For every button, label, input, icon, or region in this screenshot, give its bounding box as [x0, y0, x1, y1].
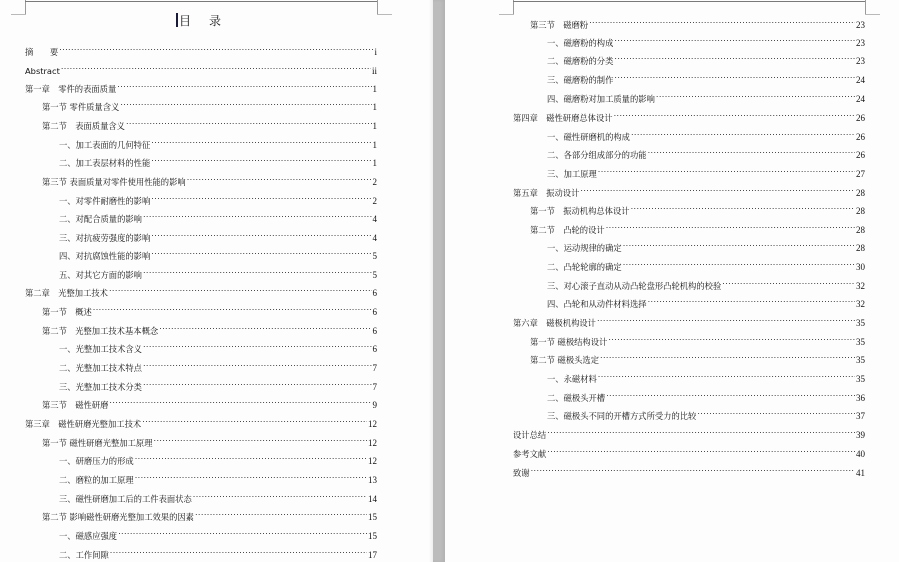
toc-entry-label: 三、磁性研磨加工后的工件表面状态 — [59, 494, 192, 504]
toc-entry[interactable] — [530, 331, 865, 345]
toc-entry-page-number: 6 — [372, 307, 377, 317]
dot-leader — [623, 256, 855, 270]
document-page-left[interactable] — [0, 0, 433, 562]
toc-entry-page-number: 26 — [856, 150, 865, 160]
toc-entry-label: 参考文献 — [513, 449, 547, 459]
toc-entry-page-number: 27 — [856, 169, 865, 179]
toc-entry[interactable] — [530, 219, 865, 233]
toc-entry-page-number: 12 — [368, 419, 377, 429]
toc-entry-page-number: 6 — [372, 344, 377, 354]
toc-entry-label: 一、对零件耐磨性的影响 — [59, 196, 151, 206]
toc-entry-label: 一、磁感应强度 — [59, 531, 118, 541]
dot-leader — [126, 115, 372, 129]
document-page-right[interactable] — [445, 0, 899, 562]
toc-entry[interactable] — [59, 544, 377, 558]
toc-entry-page-number: 32 — [856, 299, 865, 309]
toc-entry-page-number: 26 — [856, 113, 865, 123]
toc-entry[interactable] — [59, 488, 377, 502]
toc-entry-page-number: 5 — [372, 251, 377, 261]
toc-entry-page-number: 30 — [856, 262, 865, 272]
dot-leader — [143, 357, 372, 371]
toc-entry[interactable] — [530, 349, 865, 363]
dot-leader — [143, 264, 372, 278]
toc-entry[interactable] — [59, 338, 377, 352]
toc-entry-label: 第一节 振动机构总体设计 — [530, 206, 630, 216]
toc-entry[interactable] — [25, 41, 377, 55]
toc-entry-label: 摘 要 — [25, 47, 59, 57]
dot-leader — [614, 107, 855, 121]
toc-entry[interactable] — [42, 171, 377, 185]
toc-entry[interactable] — [547, 126, 865, 140]
toc-entry-page-number: 12 — [368, 438, 377, 448]
toc-entry-label: 一、运动规律的确定 — [547, 243, 622, 253]
toc-entry[interactable] — [59, 525, 377, 539]
toc-entry[interactable] — [59, 208, 377, 222]
toc-entry[interactable] — [42, 115, 377, 129]
toc-entry-label: 二、加工表层材料的性能 — [59, 158, 151, 168]
toc-entry-page-number: 1 — [372, 84, 377, 94]
toc-entry-label: 第六章 磁极机构设计 — [513, 318, 596, 328]
toc-entry[interactable] — [547, 144, 865, 158]
dot-leader — [117, 78, 371, 92]
toc-entry-label: 三、对抗疲劳强度的影响 — [59, 233, 151, 243]
toc-entry[interactable] — [25, 60, 377, 74]
toc-entry-label: 二、磨粒的加工原理 — [59, 475, 134, 485]
toc-entry[interactable] — [547, 293, 865, 307]
toc-entry[interactable] — [42, 301, 377, 315]
toc-entry-page-number: 35 — [856, 318, 865, 328]
dot-leader — [151, 134, 371, 148]
corner-mark — [499, 14, 514, 15]
toc-entry[interactable] — [42, 320, 377, 334]
dot-leader — [623, 237, 855, 251]
toc-entry-page-number: 23 — [856, 20, 865, 30]
dot-leader — [589, 14, 855, 28]
toc-entry-label: 第一节 零件质量含义 — [42, 102, 120, 112]
dot-leader — [193, 488, 367, 502]
toc-entry[interactable] — [59, 469, 377, 483]
text-cursor — [176, 13, 178, 27]
toc-entry[interactable] — [513, 443, 865, 457]
toc-entry[interactable] — [547, 50, 865, 64]
dot-leader — [151, 227, 371, 241]
toc-entry-page-number: 23 — [856, 38, 865, 48]
toc-entry[interactable] — [547, 256, 865, 270]
dot-leader — [614, 69, 855, 83]
dot-leader — [656, 88, 855, 102]
toc-entry-label: 三、磁磨粉的制作 — [547, 75, 614, 85]
dot-leader — [614, 50, 855, 64]
toc-entry[interactable] — [42, 432, 377, 446]
toc-entry-page-number: 26 — [856, 132, 865, 142]
toc-entry-label: 第二节 影响磁性研磨光整加工效果的因素 — [42, 512, 194, 522]
toc-entry-label: 第二节 表面质量含义 — [42, 121, 125, 131]
dot-leader — [195, 506, 367, 520]
toc-entry[interactable] — [530, 14, 865, 28]
toc-entry-label: 三、磁极头不同的开槽方式所受力的比较 — [547, 411, 697, 421]
toc-entry-label: 一、光整加工技术含义 — [59, 344, 142, 354]
toc-entry-label: 一、永磁材料 — [547, 374, 597, 384]
toc-entry-label: 第三节 磁性研磨 — [42, 400, 109, 410]
toc-entry-label: 四、磁磨粉对加工质量的影响 — [547, 94, 655, 104]
dot-leader — [151, 190, 371, 204]
toc-entry[interactable] — [513, 462, 865, 476]
toc-entry-page-number: 7 — [372, 382, 377, 392]
dot-leader — [154, 432, 368, 446]
toc-entry-label: 第三节 磁磨粉 — [530, 20, 589, 30]
dot-leader — [110, 544, 367, 558]
toc-entry-page-number: 1 — [372, 140, 377, 150]
toc-entry-label: 第二章 光整加工技术 — [25, 288, 108, 298]
dot-leader — [547, 424, 855, 438]
toc-entry[interactable] — [547, 368, 865, 382]
header-boundary — [513, 1, 865, 2]
dot-leader — [598, 163, 855, 177]
toc-entry-label: 二、磁磨粉的分类 — [547, 56, 614, 66]
toc-entry[interactable] — [59, 152, 377, 166]
toc-entry[interactable] — [59, 376, 377, 390]
toc-title: 目 录 — [176, 12, 221, 29]
dot-leader — [93, 301, 372, 315]
toc-entry[interactable] — [42, 96, 377, 110]
toc-entry-label: 三、加工原理 — [547, 169, 597, 179]
toc-entry-label: 第一节 概述 — [42, 307, 92, 317]
toc-entry-page-number: 28 — [856, 243, 865, 253]
toc-entry-label: 二、各部分组成部分的功能 — [547, 150, 647, 160]
toc-entry-label: 第四章 磁性研磨总体设计 — [513, 113, 613, 123]
dot-leader — [143, 338, 372, 352]
toc-entry-page-number: 41 — [856, 468, 865, 478]
toc-entry-page-number: 28 — [856, 206, 865, 216]
toc-entry-label: 五、对其它方面的影响 — [59, 270, 142, 280]
toc-entry-page-number: 14 — [368, 494, 377, 504]
dot-leader — [151, 152, 371, 166]
toc-entry[interactable] — [513, 182, 865, 196]
toc-entry-page-number: 13 — [368, 475, 377, 485]
corner-mark — [513, 0, 514, 15]
dot-leader — [606, 219, 855, 233]
toc-entry-label: 二、光整加工技术特点 — [59, 363, 142, 373]
dot-leader — [631, 200, 855, 214]
toc-entry[interactable] — [547, 387, 865, 401]
header-boundary — [25, 1, 377, 2]
corner-mark — [377, 0, 378, 15]
toc-entry-page-number: 6 — [372, 326, 377, 336]
toc-entry-label: 设计总结 — [513, 430, 547, 440]
toc-entry-page-number: 7 — [372, 363, 377, 373]
dot-leader — [109, 282, 372, 296]
dot-leader — [187, 171, 372, 185]
toc-entry-page-number: 2 — [372, 196, 377, 206]
corner-mark — [865, 14, 880, 15]
toc-entry[interactable] — [513, 107, 865, 121]
toc-entry[interactable] — [547, 69, 865, 83]
toc-entry[interactable] — [59, 245, 377, 259]
toc-entry-label: 二、磁极头开槽 — [547, 393, 606, 403]
dot-leader — [597, 312, 855, 326]
dot-leader — [143, 208, 372, 222]
dot-leader — [109, 394, 371, 408]
toc-entry-page-number: 6 — [372, 288, 377, 298]
toc-entry-label: 四、对抗腐蚀性能的影响 — [59, 251, 151, 261]
toc-entry[interactable] — [547, 32, 865, 46]
corner-mark — [25, 0, 26, 15]
dot-leader — [61, 60, 371, 74]
dot-leader — [120, 96, 371, 110]
toc-entry-label: 三、光整加工技术分类 — [59, 382, 142, 392]
toc-entry[interactable] — [513, 424, 865, 438]
toc-entry[interactable] — [59, 357, 377, 371]
toc-entry-page-number: 1 — [372, 121, 377, 131]
toc-entry-label: 四、凸轮和从动件材料选择 — [547, 299, 647, 309]
toc-entry-page-number: 28 — [856, 225, 865, 235]
toc-entry-page-number: 4 — [372, 233, 377, 243]
dot-leader — [143, 376, 372, 390]
toc-entry[interactable] — [59, 227, 377, 241]
toc-entry[interactable] — [25, 78, 377, 92]
toc-entry[interactable] — [530, 200, 865, 214]
toc-entry-page-number: 15 — [368, 531, 377, 541]
page-divider — [433, 0, 445, 562]
toc-entry[interactable] — [59, 134, 377, 148]
corner-mark — [377, 14, 392, 15]
toc-entry[interactable] — [42, 394, 377, 408]
toc-entry-label: 一、磁性研磨机的构成 — [547, 132, 630, 142]
toc-entry-page-number: 12 — [368, 456, 377, 466]
dot-leader — [614, 32, 855, 46]
toc-entry-label: 第三章 磁性研磨光整加工技术 — [25, 419, 142, 429]
dot-leader — [135, 469, 367, 483]
toc-entry-page-number: 5 — [372, 270, 377, 280]
toc-entry-page-number: 32 — [856, 281, 865, 291]
toc-entry-page-number: 35 — [856, 337, 865, 347]
toc-entry-page-number: 1 — [372, 102, 377, 112]
toc-entry-page-number: i — [374, 47, 377, 57]
toc-entry-label: 第五章 振动设计 — [513, 188, 580, 198]
dot-leader — [142, 413, 367, 427]
toc-entry[interactable] — [42, 506, 377, 520]
toc-entry-page-number: 35 — [856, 374, 865, 384]
toc-entry-label: Abstract — [25, 66, 60, 76]
toc-entry-page-number: ii — [371, 66, 377, 76]
toc-entry-page-number: 40 — [856, 449, 865, 459]
toc-entry-label: 一、研磨压力的形成 — [59, 456, 134, 466]
toc-entry[interactable] — [547, 405, 865, 419]
corner-mark — [11, 14, 26, 15]
toc-entry-label: 二、对配合质量的影响 — [59, 214, 142, 224]
toc-entry-page-number: 23 — [856, 56, 865, 66]
corner-mark — [865, 0, 866, 15]
toc-entry-label: 二、工作间隙 — [59, 550, 109, 560]
dot-leader — [648, 293, 855, 307]
toc-entry-page-number: 2 — [372, 177, 377, 187]
toc-entry-page-number: 36 — [856, 393, 865, 403]
dot-leader — [135, 450, 367, 464]
toc-entry-label: 一、磁磨粉的构成 — [547, 38, 614, 48]
toc-entry-label: 致谢 — [513, 468, 530, 478]
dot-leader — [151, 245, 371, 259]
toc-entry-page-number: 39 — [856, 430, 865, 440]
dot-leader — [631, 126, 855, 140]
dot-leader — [648, 144, 855, 158]
toc-entry-label: 第二节 光整加工技术基本概念 — [42, 326, 159, 336]
toc-entry[interactable] — [25, 282, 377, 296]
toc-entry-label: 一、加工表面的几何特征 — [59, 140, 151, 150]
toc-entry-page-number: 17 — [368, 550, 377, 560]
toc-entry-page-number: 15 — [368, 512, 377, 522]
dot-leader — [598, 368, 855, 382]
toc-entry-page-number: 28 — [856, 188, 865, 198]
toc-entry-label: 第三节 表面质量对零件使用性能的影响 — [42, 177, 186, 187]
toc-entry-page-number: 35 — [856, 355, 865, 365]
toc-entry-page-number: 9 — [372, 400, 377, 410]
toc-entry-page-number: 1 — [372, 158, 377, 168]
dot-leader — [118, 525, 367, 539]
toc-entry[interactable] — [59, 264, 377, 278]
toc-entry[interactable] — [513, 312, 865, 326]
dot-leader — [159, 320, 371, 334]
dot-leader — [600, 349, 855, 363]
toc-entry-label: 第二节 凸轮的设计 — [530, 225, 605, 235]
dot-leader — [608, 331, 855, 345]
toc-entry[interactable] — [59, 190, 377, 204]
dot-leader — [697, 405, 855, 419]
toc-entry[interactable] — [547, 237, 865, 251]
toc-entry-label: 第二节 磁极头选定 — [530, 355, 600, 365]
toc-entry-label: 三、对心滚子直动从动凸轮盘形凸轮机构的校验 — [547, 281, 722, 291]
toc-entry-page-number: 4 — [372, 214, 377, 224]
toc-entry-page-number: 37 — [856, 411, 865, 421]
toc-entry[interactable] — [547, 88, 865, 102]
dot-leader — [59, 41, 373, 55]
toc-entry-page-number: 24 — [856, 75, 865, 85]
toc-entry[interactable] — [547, 275, 865, 289]
dot-leader — [606, 387, 855, 401]
dot-leader — [547, 443, 855, 457]
toc-entry-label: 第一章 零件的表面质量 — [25, 84, 117, 94]
dot-leader — [722, 275, 855, 289]
toc-entry-label: 第一节 磁性研磨光整加工原理 — [42, 438, 153, 448]
toc-entry-label: 第一节 磁极结构设计 — [530, 337, 608, 347]
toc-entry-label: 二、凸轮轮廓的确定 — [547, 262, 622, 272]
toc-entry[interactable] — [547, 163, 865, 177]
toc-entry[interactable] — [25, 413, 377, 427]
dot-leader — [531, 462, 855, 476]
toc-entry[interactable] — [59, 450, 377, 464]
dot-leader — [580, 182, 855, 196]
toc-entry-page-number: 24 — [856, 94, 865, 104]
